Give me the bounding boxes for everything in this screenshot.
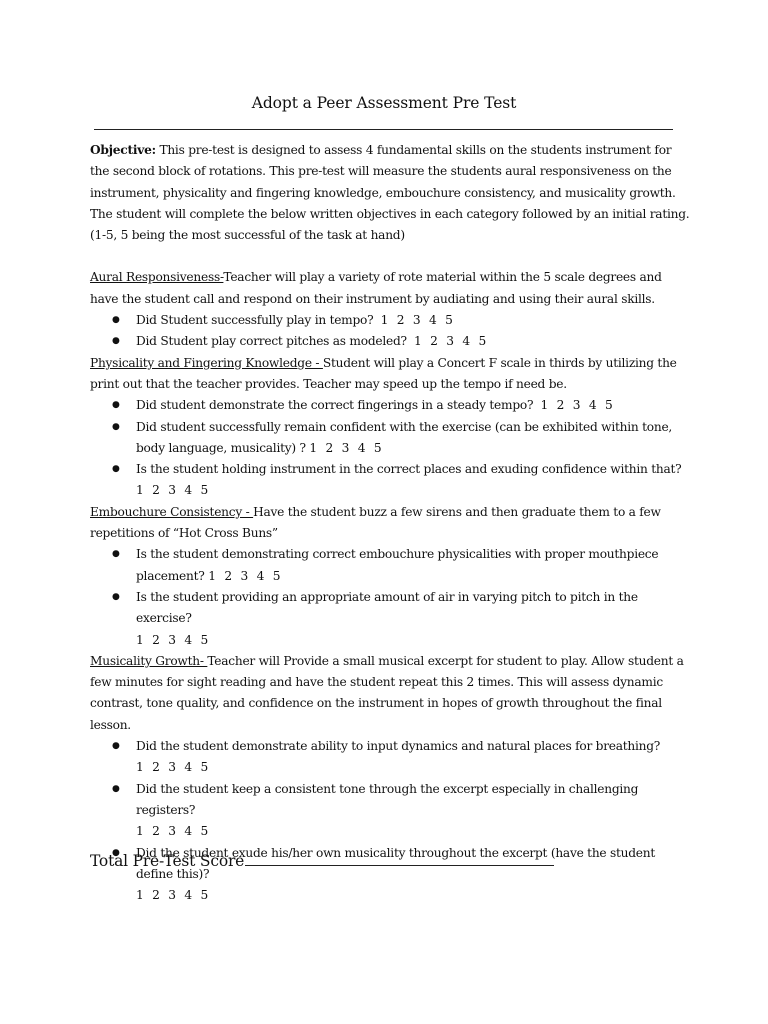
total-score-line — [90, 851, 554, 870]
aural-heading: Aural Responsiveness- — [90, 270, 224, 285]
embouchure-question-list — [90, 544, 690, 650]
question-text: Did student successfully remain confident with the exercise (can be exhibited within tone, body language, musicality) ? — [136, 419, 673, 455]
musicality-heading: Musicality Growth- — [90, 653, 208, 668]
question-text: Is the student holding instrument in the correct places and exuding confidence within that? — [136, 462, 682, 477]
physicality-section-intro — [90, 353, 690, 396]
objective-instructions: The student will complete the below written objectives in each category followed by an initial rating. (1-5, 5 being the most successful of the task at hand) — [90, 206, 690, 243]
rating-scale: 1 2 3 4 5 — [136, 632, 209, 647]
physicality-question-item — [90, 395, 690, 416]
question-text: Did the student exude his/her own musicality throughout the excerpt (have the student define this)? — [136, 845, 656, 881]
physicality-question-item — [90, 417, 690, 460]
total-score-blank — [245, 851, 554, 866]
question-text: Did Student play correct pitches as modeled? — [136, 334, 407, 349]
total-score-label: Total Pre-Test Score — [90, 852, 245, 870]
physicality-heading: Physicality and Fingering Knowledge - — [90, 355, 323, 370]
rating-scale: 1 2 3 4 5 — [540, 398, 613, 413]
objective-label: Objective: — [90, 143, 156, 157]
rating-scale: 1 2 3 4 5 — [309, 440, 382, 455]
aural-question-list — [90, 310, 690, 353]
embouchure-section-intro — [90, 502, 690, 545]
rating-scale: 1 2 3 4 5 — [136, 483, 209, 498]
question-text: Did student demonstrate the correct fingerings in a steady tempo? — [136, 398, 534, 413]
embouchure-question-item — [90, 544, 690, 587]
musicality-question-item — [90, 736, 690, 779]
musicality-question-list — [90, 736, 690, 906]
title-divider — [94, 129, 673, 130]
objective-paragraph — [90, 140, 690, 204]
rating-scale: 1 2 3 4 5 — [136, 760, 209, 775]
objective-text: This pre-test is designed to assess 4 fundamental skills on the students instrument for the second block of rotations. This pre-test will measure the students aural responsiveness on the instrument, physicality and fingering knowledge, embouchure consistency, and musicality growth. — [90, 143, 676, 200]
aural-section-intro — [90, 267, 690, 310]
document-title: Adopt a Peer Assessment Pre Test — [251, 94, 517, 112]
rating-scale: 1 2 3 4 5 — [136, 824, 209, 839]
aural-text: Teacher will play a variety of rote material within the 5 scale degrees and have the student call and respond on their instrument by audiating and using their aural skills. — [90, 270, 662, 306]
rating-scale: 1 2 3 4 5 — [380, 313, 453, 328]
aural-question-item — [90, 331, 690, 352]
musicality-question-item — [90, 779, 690, 843]
physicality-text: Student will play a Concert F scale in thirds by utilizing the print out that the teacher provides. Teacher may speed up the tempo if need be. — [90, 355, 677, 391]
embouchure-text: Have the student buzz a few sirens and then graduate them to a few repetitions of “Hot Cross Buns” — [90, 504, 661, 541]
question-text: Did the student demonstrate ability to input dynamics and natural places for breathing? — [136, 739, 661, 754]
rating-scale: 1 2 3 4 5 — [136, 888, 209, 903]
musicality-text: Teacher will Provide a small musical excerpt for student to play. Allow student a few minutes for sight reading and have the student repeat this 2 times. This will assess dynamic contrast, tone quality, and confidence on the instrument in hopes of growth throughout the final lesson. — [90, 653, 684, 732]
physicality-question-item — [90, 459, 690, 502]
question-text: Is the student demonstrating correct embouchure physicalities with proper mouthpiece placement? — [136, 547, 659, 583]
question-text: Did the student keep a consistent tone through the excerpt especially in challenging registers? — [136, 781, 639, 817]
spacer — [90, 246, 690, 267]
aural-question-item — [90, 310, 690, 331]
document-body — [90, 140, 690, 906]
question-text: Did Student successfully play in tempo? — [136, 313, 374, 328]
embouchure-heading: Embouchure Consistency - — [90, 504, 254, 519]
question-text: Is the student providing an appropriate amount of air in varying pitch to pitch in the exercise? — [136, 589, 638, 626]
musicality-section-intro — [90, 651, 690, 736]
rating-scale: 1 2 3 4 5 — [208, 568, 281, 583]
physicality-question-list — [90, 395, 690, 501]
rating-scale: 1 2 3 4 5 — [414, 334, 487, 349]
embouchure-question-item — [90, 587, 690, 651]
